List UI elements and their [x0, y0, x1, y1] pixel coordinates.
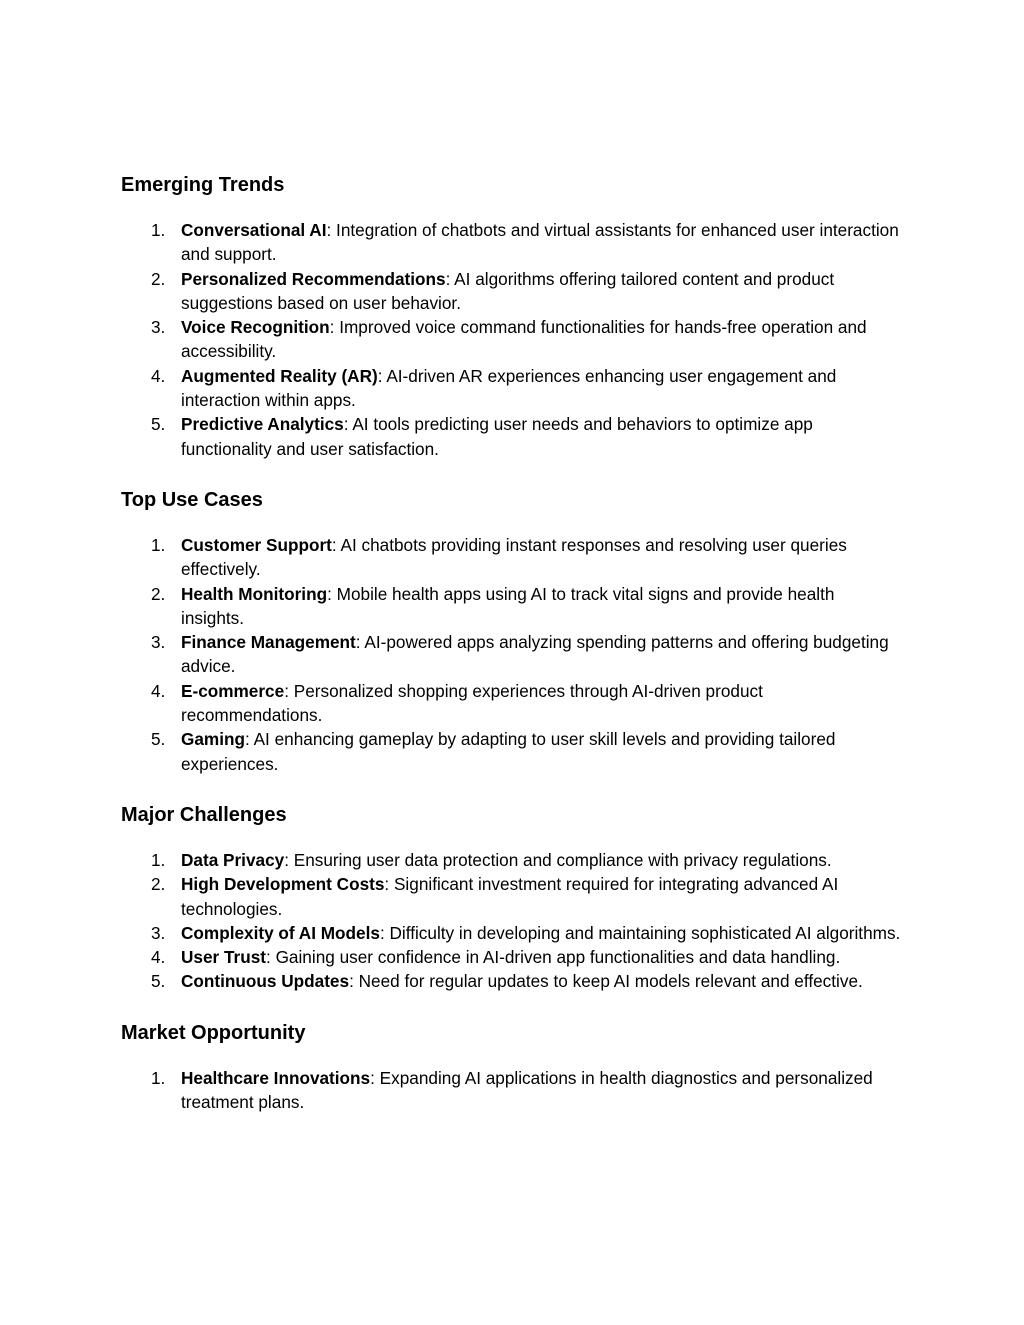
item-description: : Personalized shopping experiences through AI-driven product recommendations.: [181, 680, 763, 726]
item-description: : AI-driven AR experiences enhancing user engagement and interaction within apps.: [181, 365, 837, 411]
list-number: 4.: [151, 365, 166, 386]
item-term: E-commerce: [181, 680, 285, 701]
item-term: Gaming: [181, 729, 245, 750]
item-term: Voice Recognition: [181, 317, 330, 338]
list-number: 1.: [151, 849, 166, 870]
list-number: 3.: [151, 922, 166, 943]
list-number: 1.: [151, 1067, 166, 1088]
section-heading: Market Opportunity: [121, 1021, 306, 1044]
item-term: User Trust: [181, 947, 267, 968]
list-item: [121, 679, 901, 728]
section-major-challenges: [121, 801, 901, 994]
list-number: 5.: [151, 414, 166, 435]
document-page: [121, 171, 901, 1139]
list-item: [121, 267, 901, 316]
item-term: Augmented Reality (AR): [181, 365, 378, 386]
list-number: 2.: [151, 268, 166, 289]
list-number: 3.: [151, 632, 166, 653]
list-item: [121, 364, 901, 413]
section-heading: Major Challenges: [121, 803, 287, 826]
item-description: : AI chatbots providing instant responses and resolving user queries effectively.: [181, 534, 847, 580]
item-term: High Development Costs: [181, 874, 385, 895]
item-description: : AI enhancing gameplay by adapting to user skill levels and providing tailored experiences.: [181, 729, 836, 774]
list-number: 5.: [151, 971, 166, 992]
list-number: 1.: [151, 220, 166, 240]
item-description: : Need for regular updates to keep AI models relevant and effective.: [349, 971, 863, 992]
item-description: : Gaining user confidence in AI-driven app functionalities and data handling.: [266, 947, 841, 968]
item-term: Health Monitoring: [181, 583, 328, 604]
numbered-list: [121, 1066, 901, 1115]
list-number: 2.: [151, 583, 166, 604]
item-description: : Ensuring user data protection and compliance with privacy regulations.: [284, 849, 832, 870]
section-emerging-trends: [121, 171, 901, 461]
item-term: Predictive Analytics: [181, 414, 344, 435]
list-item: [121, 848, 901, 872]
list-item: [121, 727, 901, 776]
item-description: : AI algorithms offering tailored content and product suggestions based on user behavior.: [181, 268, 835, 313]
list-item: [121, 1066, 901, 1115]
item-term: Complexity of AI Models: [181, 922, 380, 943]
numbered-list: [121, 533, 901, 776]
item-description: : Expanding AI applications in health diagnostics and personalized treatment plans.: [181, 1067, 873, 1113]
item-term: Personalized Recommendations: [181, 268, 446, 289]
item-term: Conversational AI: [181, 220, 327, 240]
item-term: Customer Support: [181, 534, 332, 555]
list-item: [121, 921, 901, 945]
list-item: [121, 872, 901, 921]
list-number: 4.: [151, 947, 166, 968]
item-term: Finance Management: [181, 632, 356, 653]
list-number: 2.: [151, 874, 166, 895]
list-number: 3.: [151, 317, 166, 338]
item-description: : AI-powered apps analyzing spending patterns and offering budgeting advice.: [181, 632, 889, 677]
list-item: [121, 630, 901, 679]
item-term: Healthcare Innovations: [181, 1067, 371, 1088]
item-description: : Significant investment required for integrating advanced AI technologies.: [181, 874, 839, 919]
section-heading: Emerging Trends: [121, 174, 285, 196]
item-term: Continuous Updates: [181, 971, 350, 992]
item-description: : Improved voice command functionalities for hands-free operation and accessibility.: [181, 317, 867, 362]
list-number: 1.: [151, 534, 166, 555]
item-description: : AI tools predicting user needs and behaviors to optimize app functionality and user satisfaction.: [181, 414, 813, 459]
numbered-list: [121, 848, 901, 994]
list-item: [121, 969, 901, 993]
section-heading: Top Use Cases: [121, 488, 263, 511]
item-description: : Difficulty in developing and maintaining sophisticated AI algorithms.: [379, 922, 901, 943]
list-number: 4.: [151, 680, 166, 701]
list-item: [121, 412, 901, 461]
list-item: [121, 533, 901, 582]
list-item: [121, 945, 901, 969]
section-market-opportunity: [121, 1019, 901, 1115]
section-top-use-cases: [121, 486, 901, 776]
list-number: 5.: [151, 729, 166, 750]
item-description: : Mobile health apps using AI to track vital signs and provide health insights.: [181, 583, 835, 628]
numbered-list: [121, 218, 901, 461]
item-term: Data Privacy: [181, 849, 285, 870]
list-item: [121, 218, 901, 267]
list-item: [121, 582, 901, 631]
list-item: [121, 315, 901, 364]
item-description: : Integration of chatbots and virtual assistants for enhanced user interaction and support.: [181, 220, 899, 265]
